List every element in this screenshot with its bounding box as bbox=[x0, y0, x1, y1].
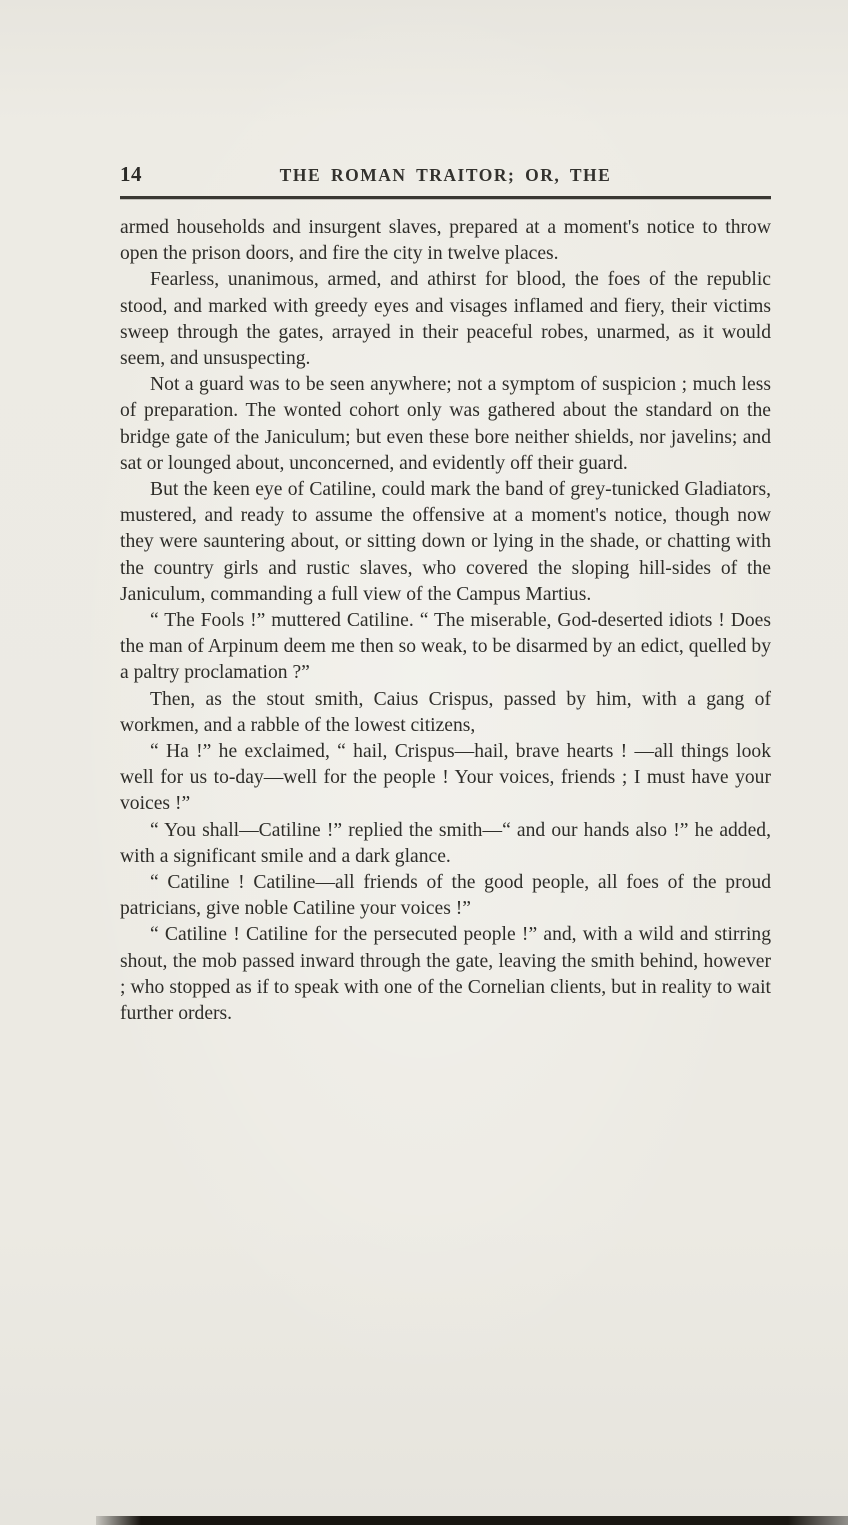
paragraph: But the keen eye of Catiline, could mark the band of grey-tunicked Gladiators, mustered, and ready to assume the offensive at a moment's notice, though now they were sauntering about, or sitting down or lying in the shade, or chatting with the country girls and rustic slaves, who covered the sloping hill-sides of the Janiculum, commanding a full view of the Campus Martius. bbox=[120, 479, 771, 605]
paragraph: “ Catiline ! Catiline for the persecuted people !” and, with a wild and stirring shout, the mob passed inward through the gate, leaving the smith behind, however ; who stopped as if to speak with one of the Cornelian clients, but in reality to wait further orders. bbox=[120, 924, 771, 1025]
scan-bottom-edge-artifact bbox=[96, 1516, 848, 1525]
paragraph: “ The Fools !” muttered Catiline. “ The miserable, God-deserted idiots ! Does the man of Arpinum deem me then so weak, to be disarmed by an edict, quelled by a paltry proclamation ?” bbox=[120, 610, 771, 684]
paragraph: “ Ha !” he exclaimed, “ hail, Crispus—hail, brave hearts ! —all things look well for us to-day—well for the people ! Your voices, friends ; I must have your voices !” bbox=[120, 741, 771, 815]
text-block bbox=[120, 162, 771, 1027]
page-number: 14 bbox=[120, 162, 142, 186]
header-rule bbox=[120, 196, 771, 199]
paragraph: “ You shall—Catiline !” replied the smith—“ and our hands also !” he added, with a significant smile and a dark glance. bbox=[120, 819, 771, 867]
body-text bbox=[120, 215, 771, 1027]
paragraph: Then, as the stout smith, Caius Crispus, passed by him, with a gang of workmen, and a rabble of the lowest citizens, bbox=[120, 688, 771, 736]
running-title: THE ROMAN TRAITOR; OR, THE bbox=[279, 165, 612, 185]
running-head bbox=[120, 162, 771, 192]
paragraph: Not a guard was to be seen anywhere; not a symptom of suspicion ; much less of preparation. The wonted cohort only was gathered about the standard on the bridge gate of the Janiculum; but even these bore neither shields, nor javelins; and sat or lounged about, unconcerned, and evidently off their guard. bbox=[120, 374, 771, 474]
paragraph: armed households and insurgent slaves, prepared at a moment's notice to throw open the prison doors, and fire the city in twelve places. bbox=[120, 217, 771, 265]
paragraph: “ Catiline ! Catiline—all friends of the good people, all foes of the proud patricians, give noble Catiline your voices !” bbox=[120, 872, 771, 920]
paragraph: Fearless, unanimous, armed, and athirst for blood, the foes of the republic stood, and marked with greedy eyes and visages inflamed and fiery, their victims sweep through the gates, arrayed in their peaceful robes, unarmed, as it would seem, and unsuspecting. bbox=[120, 269, 771, 370]
